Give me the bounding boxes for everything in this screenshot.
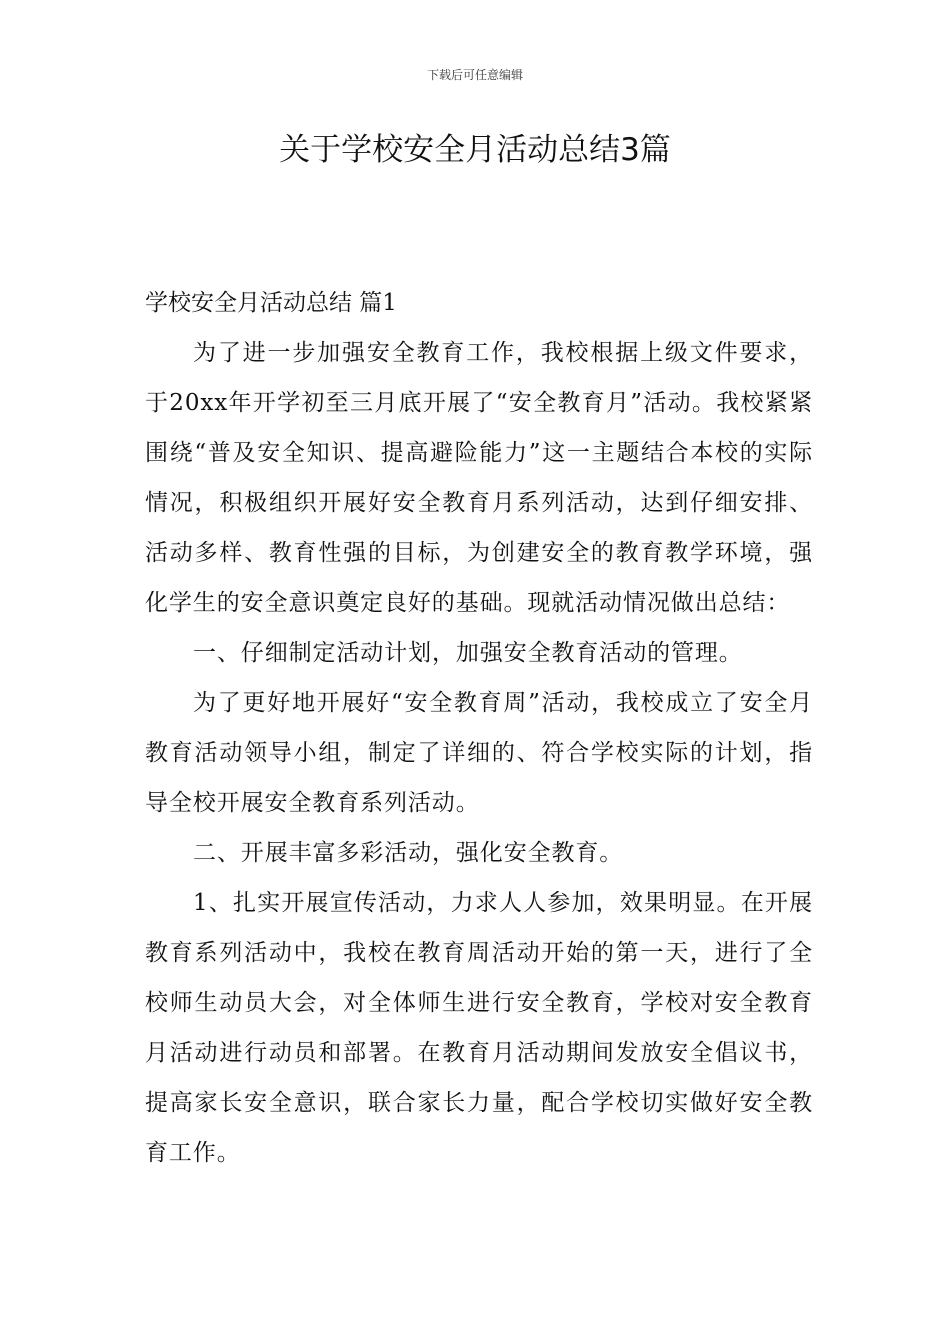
section-heading: 学校安全月活动总结 篇1 <box>145 290 397 316</box>
paragraph-point-two: 二、开展丰富多彩活动，强化安全教育。 <box>193 840 624 866</box>
header-note: 下载后可任意编辑 <box>426 68 523 82</box>
paragraph-intro: 为了进一步加强安全教育工作，我校根据上级文件要求，于20xx年开学初至三月底开展了“安全教育月”活动。我校紧紧围绕“普及安全知识、提高避险能力”这一主题结合本校的实际情况，积极组织开展好安全教育月系列活动，达到仔细安排、活动多样、教育性强的目标，为创建安全的教育教学环境，强化学生的安全意识奠定良好的基础。现就活动情况做出总结： <box>145 340 813 616</box>
paragraph-leadership-group: 为了更好地开展好“安全教育周”活动，我校成立了安全月教育活动领导小组，制定了详细的、符合学校实际的计划，指导全校开展安全教育系列活动。 <box>145 690 813 816</box>
paragraph-point-one: 一、仔细制定活动计划，加强安全教育活动的管理。 <box>193 640 743 666</box>
paragraph-publicity: 1、扎实开展宣传活动，力求人人参加，效果明显。在开展教育系列活动中，我校在教育周活动开始的第一天，进行了全校师生动员大会，对全体师生进行安全教育，学校对安全教育月活动进行动员和部署。在教育月活动期间发放安全倡议书，提高家长安全意识，联合家长力量，配合学校切实做好安全教育工作。 <box>145 890 813 1166</box>
document-body <box>145 278 813 1178</box>
document-title: 关于学校安全月活动总结3篇 <box>279 132 671 168</box>
